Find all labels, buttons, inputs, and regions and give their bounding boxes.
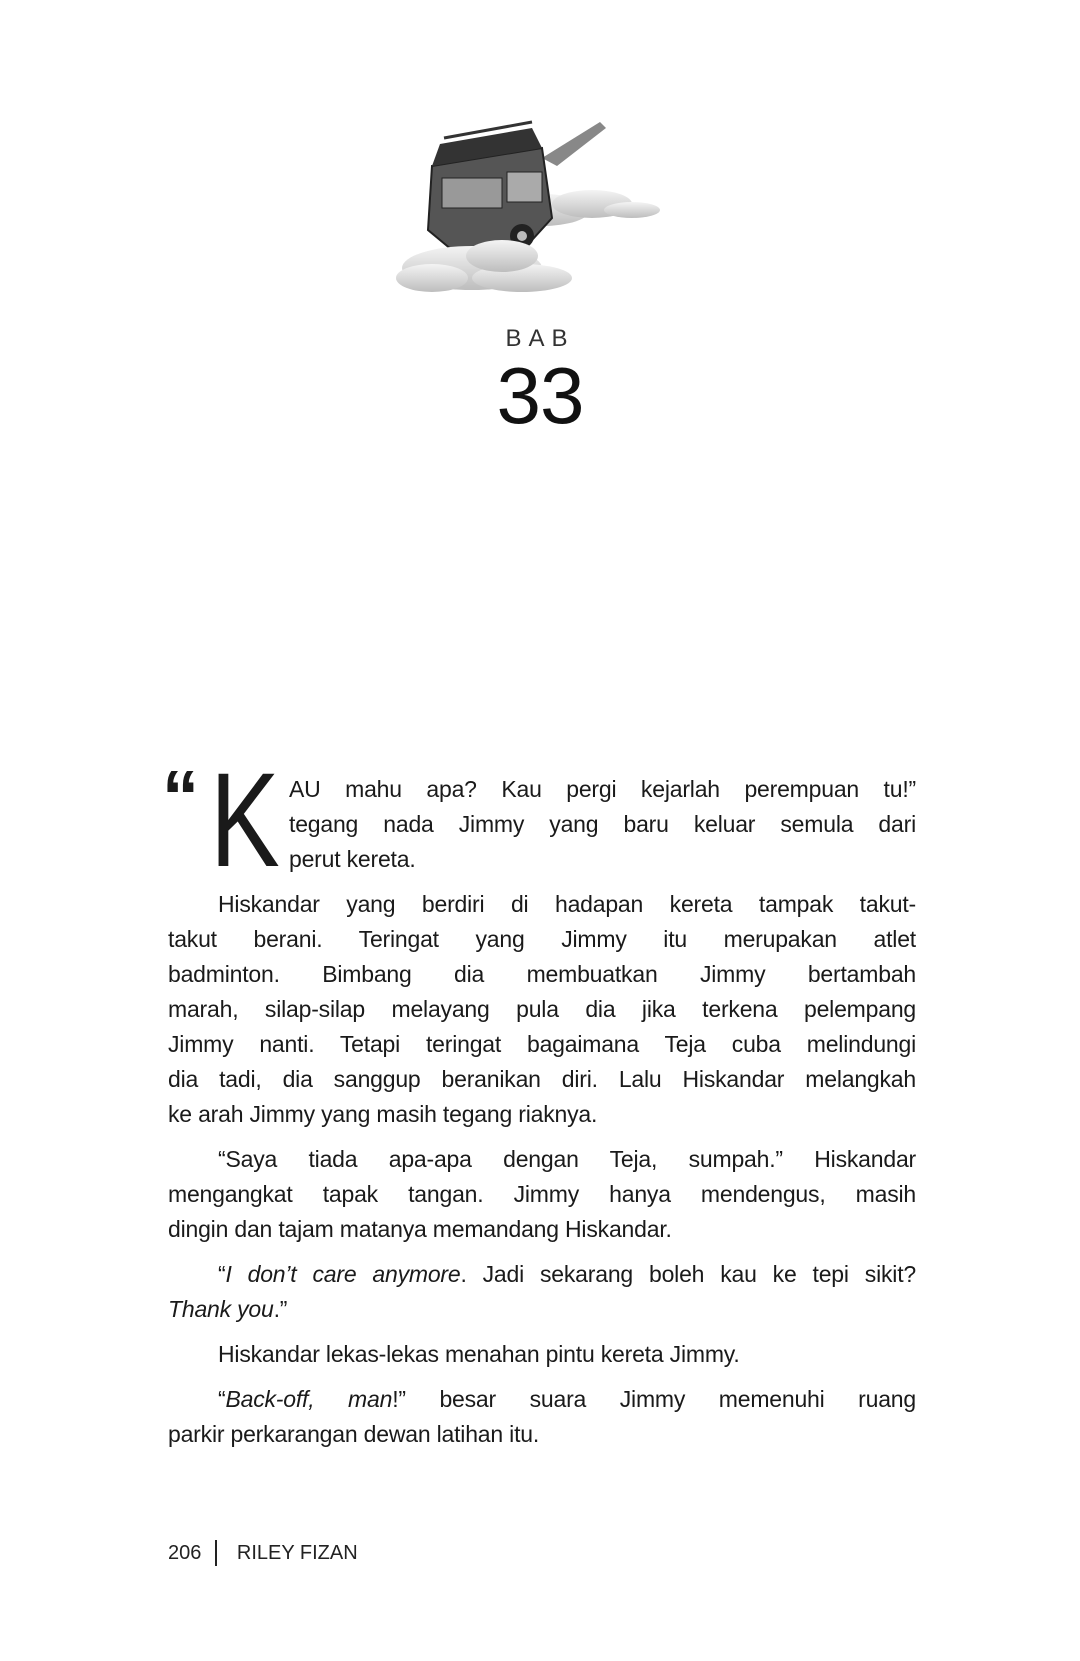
paragraph — [168, 1142, 916, 1247]
paragraph — [168, 1337, 916, 1372]
text-line — [168, 992, 916, 1027]
text-line — [168, 1177, 916, 1212]
text-line — [168, 922, 916, 957]
text-line — [168, 1417, 916, 1452]
text-segment: Jimmy nanti. Tetapi teringat bagaimana Teja cuba melindungi — [168, 1031, 916, 1057]
text-segment: AU mahu apa? Kau pergi kejarlah perempuan tu!” — [289, 776, 916, 802]
text-segment: dia tadi, dia sanggup beranikan diri. Lalu Hiskandar melangkah — [168, 1066, 916, 1092]
drop-cap-quote: “ — [162, 755, 199, 838]
text-line — [168, 887, 916, 922]
text-segment: .” — [273, 1296, 288, 1322]
italic-text: I don’t care anymore — [225, 1261, 461, 1287]
text-segment: Hiskandar lekas-lekas menahan pintu kereta Jimmy. — [218, 1341, 740, 1367]
text-segment: dingin dan tajam matanya memandang Hiskandar. — [168, 1216, 672, 1242]
text-segment: parkir perkarangan dewan latihan itu. — [168, 1421, 540, 1447]
chapter-label: BAB — [505, 325, 575, 352]
text-line — [168, 1212, 916, 1247]
text-segment: !” besar suara Jimmy memenuhi ruang — [392, 1386, 916, 1412]
author-name: RILEY FIZAN — [236, 1541, 358, 1564]
italic-text: Back-off, man — [225, 1386, 393, 1412]
text-segment: mengangkat tapak tangan. Jimmy hanya mendengus, masih — [168, 1181, 916, 1207]
text-line — [168, 1027, 916, 1062]
chapter-number: 33 — [496, 351, 584, 440]
text-segment: marah, silap-silap melayang pula dia jika terkena pelempang — [168, 996, 916, 1022]
text-line — [168, 807, 916, 842]
chapter-body — [162, 746, 916, 1462]
text-segment: “ — [218, 1386, 226, 1412]
text-line — [168, 1382, 916, 1417]
text-segment: “Saya tiada apa-apa dengan Teja, sumpah.” Hiskandar — [218, 1146, 916, 1172]
text-segment: tegang nada Jimmy yang baru keluar semula dari — [289, 811, 916, 837]
drop-cap-letter: K — [210, 746, 280, 895]
text-segment: ke arah Jimmy yang masih tegang riaknya. — [168, 1101, 598, 1127]
text-line — [168, 1257, 916, 1292]
text-line — [168, 1062, 916, 1097]
text-line — [168, 1292, 916, 1327]
text-segment: perut kereta. — [289, 846, 416, 872]
footer-divider — [215, 1540, 217, 1566]
page-number: 206 — [168, 1541, 202, 1564]
text-line — [168, 957, 916, 992]
text-line — [168, 772, 916, 807]
text-segment: “ — [218, 1261, 226, 1287]
text-segment: takut berani. Teringat yang Jimmy itu merupakan atlet — [168, 926, 916, 952]
paragraph — [168, 1382, 916, 1452]
text-segment: badminton. Bimbang dia membuatkan Jimmy bertambah — [168, 961, 916, 987]
text-line — [168, 1337, 916, 1372]
text-segment: . Jadi sekarang boleh kau ke tepi sikit? — [460, 1261, 916, 1287]
italic-text: Thank you — [168, 1296, 274, 1322]
paragraph — [168, 1257, 916, 1327]
flying-bus-illustration — [392, 118, 692, 308]
text-line — [168, 1142, 916, 1177]
paragraph — [168, 887, 916, 1132]
text-line — [168, 842, 916, 877]
text-segment: Hiskandar yang berdiri di hadapan kereta tampak takut- — [218, 891, 916, 917]
text-line — [168, 1097, 916, 1132]
paragraph — [168, 772, 916, 877]
page-footer — [168, 1540, 358, 1566]
